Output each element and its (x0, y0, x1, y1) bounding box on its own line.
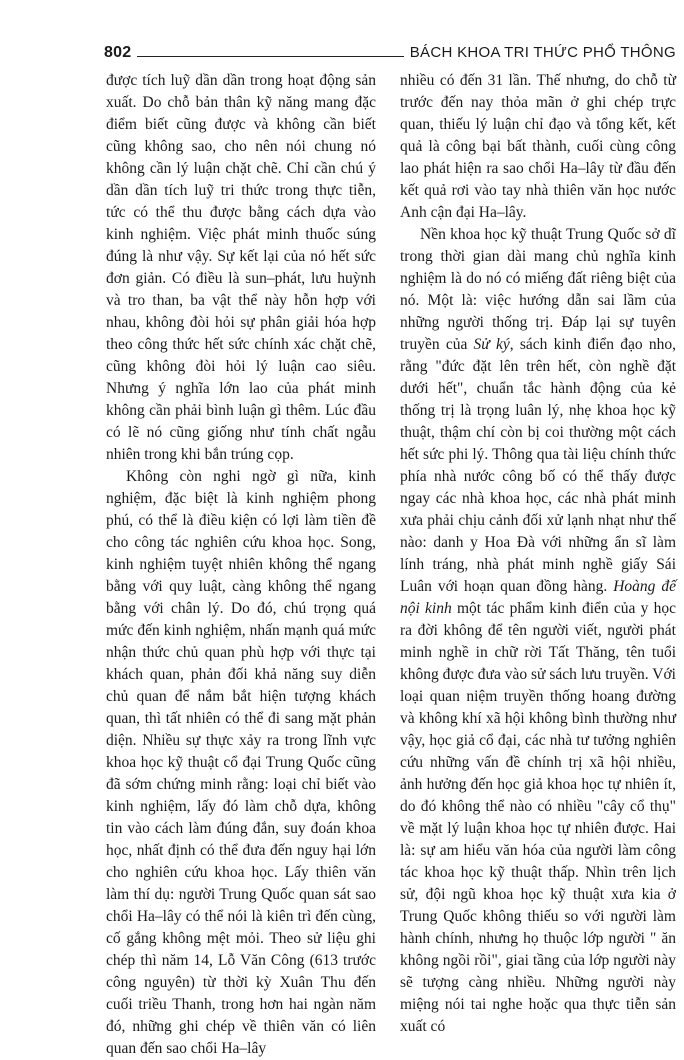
page-number: 802 (104, 44, 132, 61)
header-rule (137, 56, 403, 57)
left-column (106, 70, 376, 1060)
text-run: Nền khoa học kỹ thuật Trung Quốc sở dĩ trong thời gian dài mang chủ nghĩa kinh nghiệm là do nó có miếng đất riêng biệt của nó. Một là: việc hướng dẫn sai lầm của những người thống trị. Đáp lại sự tuyên truyền của (400, 226, 676, 353)
paragraph: Không còn nghi ngờ gì nữa, kinh nghiệm, đặc biệt là kinh nghiệm phong phú, có thể là điều kiện có lợi làm tiền đề cho công tác nghiên cứu khoa học. Song, kinh nghiệm tuyệt nhiên không thể ngang bằng với quy luật, càng không thể ngang bằng với chân lý. Do đó, chú trọng quá mức đến kinh nghiệm, nhấn mạnh quá mức nhận thức chủ quan phù hợp với thực tại khách quan, phản đối khả năng suy diễn chủ quan để nắm bắt hiện tượng khách quan, thì tất nhiên có thể đi sang mặt phản diện. Nhiều sự thực xảy ra trong lĩnh vực khoa học kỹ thuật cổ đại Trung Quốc cũng đã sớm chứng minh rằng: loại chỉ biết vào kinh nghiệm, lấy đó làm chỗ dựa, không tin vào cách làm đúng đắn, suy đoán khoa học, nhất định có thể đưa đến nguy hại lớn cho nghiên cứu khoa học. Lấy thiên văn làm thí dụ: người Trung Quốc quan sát sao chổi Ha–lây có thể nói là kiên trì đến cùng, cố gắng không mệt mỏi. Theo sử liệu ghi chép thì năm 14, Lỗ Văn Công (613 trước công nguyên) từ thời kỳ Xuân Thu đến cuối triều Thanh, trong hơn hai ngàn năm đó, những ghi chép về thiên văn có liên quan đến sao chổi Ha–lây (106, 468, 376, 1057)
book-title-italic: Hoàng đế nội kinh (400, 578, 676, 617)
paragraph: được tích luỹ dần dần trong hoạt động sản xuất. Do chỗ bản thân kỹ năng mang đặc điểm biết cũng được và không cần biết cũng không sao, cho nên nói chung nó không cần lý luận chặt chẽ. Chỉ cần chú ý dần dần tích luỹ tri thức trong thực tiễn, tức có thể thu được bằng cách dựa vào kinh nghiệm. Việc phát minh thuốc súng đúng là như vậy. Sự kết lại của nó hết sức đơn giản. Có điều là sun–phát, lưu huỳnh và tro than, ba vật thể này hỗn hợp với nhau, không đòi hỏi sự phân giải hóa hợp theo công thức hết sức chính xác chặt chẽ, cũng không đòi hỏi lý luận cao siêu. Nhưng ý nghĩa lớn lao của phát minh không cần phải bình luận gì thêm. Lúc đầu có lẽ nó cũng giống như tính chất ngẫu nhiên trong khi bắn trúng cọp. (106, 72, 376, 463)
running-header (104, 40, 676, 62)
text-run: một tác phẩm kinh điển của y học ra đời không để tên người viết, người phát minh nghề in chữ rời Tất Thăng, tên tuổi không được đưa vào sử sách lưu truyền. Với loại quan niệm truyền thống hoang đường và không khí xã hội không bình thường như vậy, học giả cổ đại, các nhà tư tưởng nghiên cứu những vấn đề chính trị xã hội nhiều, ảnh hưởng đến học giả khoa học tự nhiên ít, do đó không thể nào có nhiều "cây cổ thụ" về mặt lý luận khoa học tự nhiên được. Hai là: sự am hiểu văn hóa của người làm công tác khoa học kỹ thuật thấp. Nhìn trên lịch sử, đội ngũ khoa học kỹ thuật xưa kia ở Trung Quốc không thiếu so với người làm hành chính, nhưng họ thuộc lớp người " ăn không ngồi rồi", giai tầng của lớp người này sẽ tượng càng nhiều. Những người này miệng nói tai nghe hoặc qua thực tiễn sản xuất có (400, 600, 676, 1035)
book-title: BÁCH KHOA TRI THỨC PHỔ THÔNG (409, 44, 676, 61)
paragraph: nhiều có đến 31 lần. Thế nhưng, do chỗ từ trước đến nay thỏa mãn ở ghi chép trực quan, thiếu lý luận chỉ đạo và tổng kết, kết quả là công bại bất thành, cuối cùng công lao phát hiện ra sao chổi Ha–lây từ đầu đến kết quả rơi vào tay nhà thiên văn học nước Anh cận đại Ha–lây. (400, 72, 676, 221)
text-run: , sách kinh điển đạo nho, rằng "đức đặt lên trên hết, còn nghề đặt dưới hết", chuẩn tắc hành động của kẻ thống trị là trọng luân lý, nhẹ khoa học kỹ thuật, thậm chí còn bị coi thường một cách hết sức phi lý. Thông qua tài liệu chính thức phía nhà nước công bố có thể thấy được ngay các nhà khoa học, các nhà phát minh xưa phải chịu cảnh đối xử lạnh nhạt như thế nào: danh y Hoa Đà với những ẩn sĩ làm lính tráng, nhà phát minh nghề giấy Sái Luân với hoạn quan đồng hàng. (400, 336, 676, 595)
book-title-italic: Sử ký (473, 336, 510, 353)
paragraph (400, 224, 676, 1038)
right-column (400, 70, 676, 1038)
